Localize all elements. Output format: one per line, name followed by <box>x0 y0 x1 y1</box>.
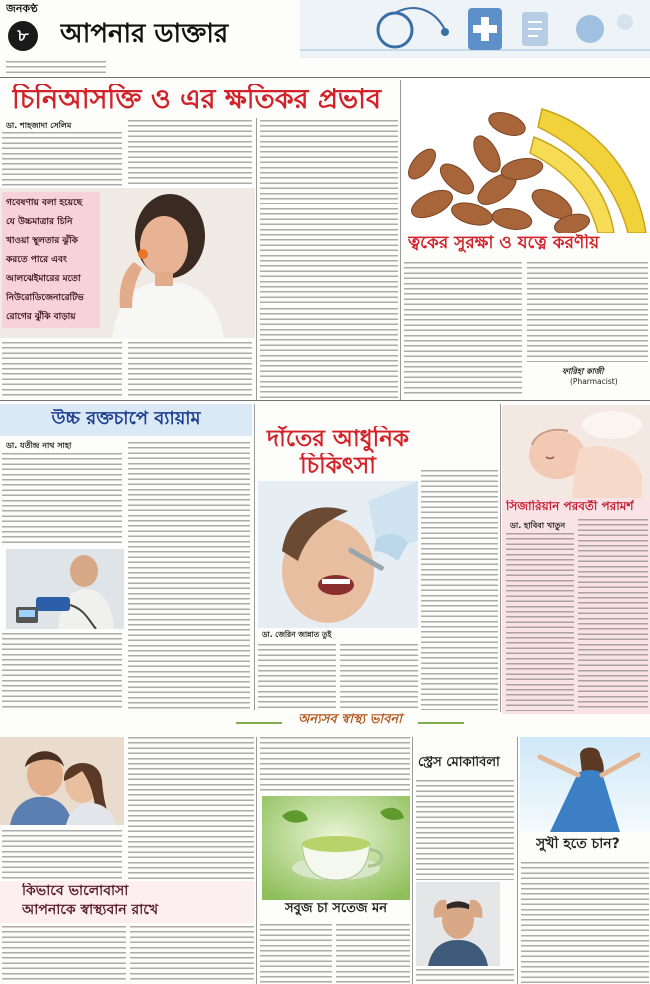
skin-article-headline: ত্বকের সুরক্ষা ও যত্নে করণীয় <box>408 234 600 253</box>
dental-text-col1 <box>258 644 336 709</box>
masthead-rule <box>0 77 650 78</box>
newspaper-logo: জনকণ্ঠ <box>6 3 38 15</box>
blood-pressure-check-photo <box>6 549 124 629</box>
sugar-text-col1-top <box>2 132 122 186</box>
column-divider <box>256 737 257 984</box>
sugar-article-headline: চিনিআসক্তি ও এর ক্ষতিকর প্রভাব <box>12 84 382 115</box>
green-tea-cup-photo <box>262 796 410 900</box>
section-banner: অন্যসব স্বাস্থ্য ভাবনা <box>298 713 402 727</box>
happy-text <box>521 862 649 984</box>
pull-quote-line: যে উচ্চমাত্রার চিনি <box>6 217 73 227</box>
pull-quote-line: রোগের ঝুঁকি বাড়ায় <box>6 312 76 322</box>
sugar-text-col3-a <box>260 120 398 204</box>
green-tea-text-col2 <box>336 924 410 984</box>
pull-quote-line: গবেষণায় বলা হয়েছে <box>6 198 83 208</box>
sugar-text-col3-c <box>260 308 398 398</box>
bp-article-author: ডা. যতীন্দ্র নাথ সাহা <box>6 441 72 450</box>
column-divider <box>517 737 518 984</box>
column-divider <box>256 118 257 400</box>
woman-blue-dress-photo <box>520 737 650 832</box>
dental-text-col3 <box>421 470 498 710</box>
cesarean-text-col1 <box>506 533 574 711</box>
section-rule <box>0 400 650 401</box>
pull-quote-line: করতে পারে এবং <box>6 255 67 265</box>
skin-byline-name: ফারিহা কাজী <box>562 367 604 376</box>
page-number-badge: ৮ <box>8 21 38 51</box>
green-tea-headline: সবুজ চা সতেজ মন <box>285 902 387 916</box>
dental-article-author: ডা. জেরিন জান্নাত তুই <box>262 630 332 639</box>
stressed-man-photo <box>416 882 500 966</box>
happy-headline: সুখী হতে চান? <box>536 836 620 852</box>
sugar-text-col2-bottom <box>128 342 252 398</box>
cesarean-text-col2 <box>578 519 648 711</box>
pull-quote-line: নিউরোডিজেনারেটিভ <box>6 293 84 303</box>
banner-ornament-right <box>418 722 464 724</box>
column-divider <box>412 737 413 984</box>
sugar-text-col3-b <box>260 208 398 304</box>
dateline <box>6 61 106 75</box>
cesarean-article-author: ডা. হাবিবা খাতুন <box>510 521 566 530</box>
bp-text-col1-bottom <box>2 633 122 709</box>
pull-quote-line: খাওয়া স্থূলতার ঝুঁকি <box>6 236 78 246</box>
section-title: আপনার ডাক্তার <box>60 20 229 49</box>
sugar-pull-quote <box>2 192 100 328</box>
stress-text-top <box>416 780 514 880</box>
green-tea-text-col1 <box>260 924 332 984</box>
almonds-banana-photo <box>402 79 650 233</box>
column-divider <box>400 80 401 400</box>
love-text-col2 <box>128 737 254 880</box>
banner-ornament-left <box>236 722 282 724</box>
dental-text-col2 <box>340 644 418 709</box>
happy-couple-photo <box>0 737 124 825</box>
love-headline-line2: আপনাকে স্বাস্থ্যবান রাখে <box>22 902 159 918</box>
stress-text-bottom <box>416 969 514 984</box>
bp-text-col1-top <box>2 453 122 546</box>
dental-treatment-photo <box>258 481 418 628</box>
sugar-text-col1-bottom <box>2 342 122 398</box>
love-text-col4 <box>130 926 254 982</box>
sugar-text-col2-top <box>128 120 252 186</box>
love-text-col1 <box>2 830 122 880</box>
skin-byline-role: (Pharmacist) <box>570 377 618 386</box>
love-headline-line1: কিভাবে ভালোবাসা <box>22 883 129 899</box>
bp-text-col2 <box>128 442 250 709</box>
skin-text-col2 <box>527 262 648 362</box>
dental-headline-line2: চিকিৎসা <box>300 453 376 479</box>
love-text-col3 <box>2 926 126 982</box>
sugar-article-author: ডা. শাহজাদা সেলিম <box>6 121 72 130</box>
cesarean-article-headline: সিজারিয়ান পরবর্তী পরামর্শ <box>506 500 634 513</box>
pull-quote-line: আলঝেইমারের মতো <box>6 274 81 284</box>
column-divider <box>254 404 255 710</box>
stress-headline: স্ট্রেস মোকাবিলা <box>418 756 500 770</box>
green-tea-text-top <box>260 737 410 793</box>
dental-headline-line1: দাঁতের আধুনিক <box>266 426 410 452</box>
masthead-medical-illustration <box>300 0 650 58</box>
column-divider <box>500 404 501 712</box>
bp-article-headline: উচ্চ রক্তচাপে ব্যায়াম <box>51 409 201 429</box>
skin-text-col1 <box>404 262 522 394</box>
newborn-baby-photo <box>502 405 650 498</box>
